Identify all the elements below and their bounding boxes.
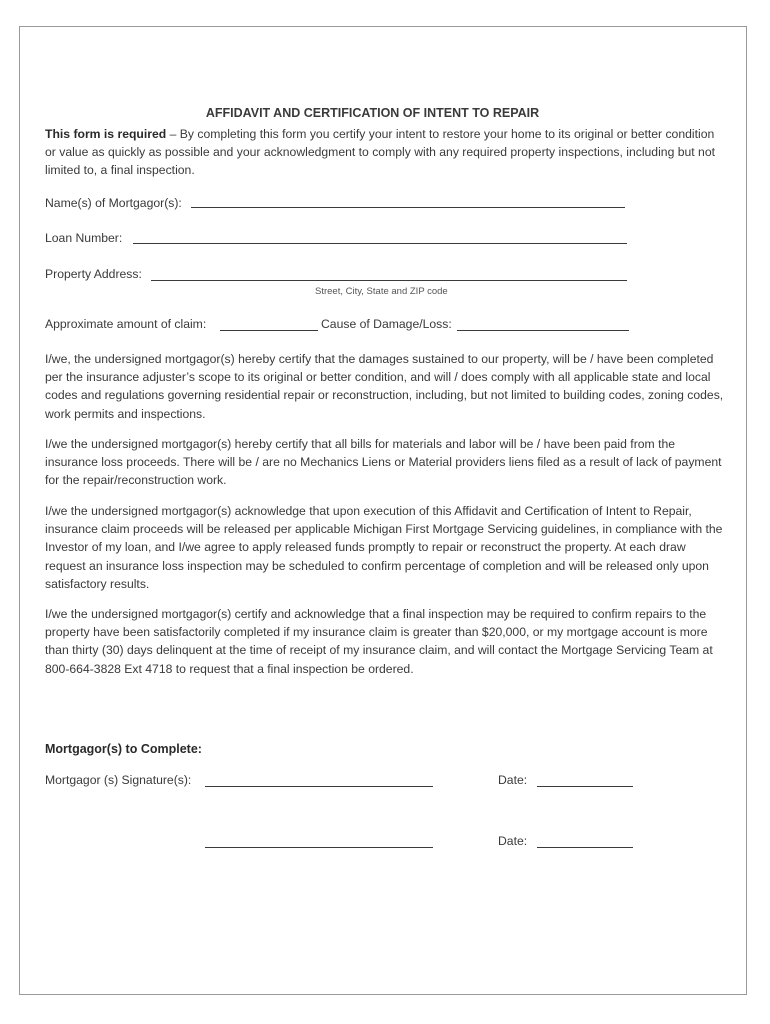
- signature-field-1[interactable]: [205, 786, 433, 787]
- property-address-caption: Street, City, State and ZIP code: [315, 286, 448, 297]
- mortgagor-names-field[interactable]: [191, 207, 625, 208]
- signature-label: Mortgagor (s) Signature(s):: [45, 773, 192, 787]
- claim-amount-label: Approximate amount of claim:: [45, 317, 207, 331]
- certification-paragraph-4: I/we the undersigned mortgagor(s) certify and acknowledge that a final inspection may be required to confirm repairs to the property have been satisfactorily completed if my insurance claim is greater than $20,000, or my mortgage account is more than thirty (30) days delinquent at the time of receipt of my insurance claim, and will contact the Mortgage Servicing Team at 800-664-3828 Ext 4718 to request that a final inspection be ordered.: [45, 607, 713, 676]
- date-label-2: Date:: [498, 834, 528, 848]
- loan-number-field[interactable]: [133, 243, 627, 244]
- date-field-2[interactable]: [537, 847, 633, 848]
- certification-paragraph-2: I/we the undersigned mortgagor(s) hereby certify that all bills for materials and labor will be / have been paid from the insurance loss proceeds. There will be / are no Mechanics Liens or Material providers liens filed as a result of lack of payment for the repair/reconstruction work.: [45, 437, 722, 488]
- intro-bold: This form is required: [45, 127, 167, 141]
- signature-field-2[interactable]: [205, 847, 433, 848]
- certification-paragraph-3: I/we the undersigned mortgagor(s) acknowledge that upon execution of this Affidavit and Certification of Intent to Repair, insurance claim proceeds will be released per applicable Michigan First Mortgage Servicing guidelines, in compliance with the Investor of my loan, and I/we agree to apply released funds promptly to repair or reconstruct the property. At each draw request an insurance loss inspection may be scheduled to confirm percentage of completion and will be released only upon satisfactory results.: [45, 504, 723, 591]
- date-field-1[interactable]: [537, 786, 633, 787]
- document-title: AFFIDAVIT AND CERTIFICATION OF INTENT TO REPAIR: [205, 106, 540, 120]
- claim-amount-field[interactable]: [220, 330, 318, 331]
- cause-of-damage-label: Cause of Damage/Loss:: [321, 317, 452, 331]
- intro-paragraph: [45, 125, 727, 180]
- certification-paragraph-1: I/we, the undersigned mortgagor(s) hereby certify that the damages sustained to our property, will be / have been completed per the insurance adjuster’s scope to its original or better condition, and will / does comply with all applicable state and local codes and regulations governing residential repair or reconstruction, including, but not limited to building codes, zoning codes, work permits and inspections.: [45, 352, 724, 421]
- loan-number-label: Loan Number:: [45, 231, 123, 245]
- mortgagor-names-label: Name(s) of Mortgagor(s):: [45, 196, 182, 210]
- property-address-label: Property Address:: [45, 267, 142, 281]
- cause-of-damage-field[interactable]: [457, 330, 629, 331]
- intro-text: – By completing this form you certify your intent to restore your home to its original or better condition or value as quickly as possible and your acknowledgment to comply with any required property inspections, including but not limited to, a final inspection.: [45, 127, 716, 178]
- date-label-1: Date:: [498, 773, 528, 787]
- signature-section-heading: Mortgagor(s) to Complete:: [45, 742, 202, 756]
- property-address-field[interactable]: [151, 280, 627, 281]
